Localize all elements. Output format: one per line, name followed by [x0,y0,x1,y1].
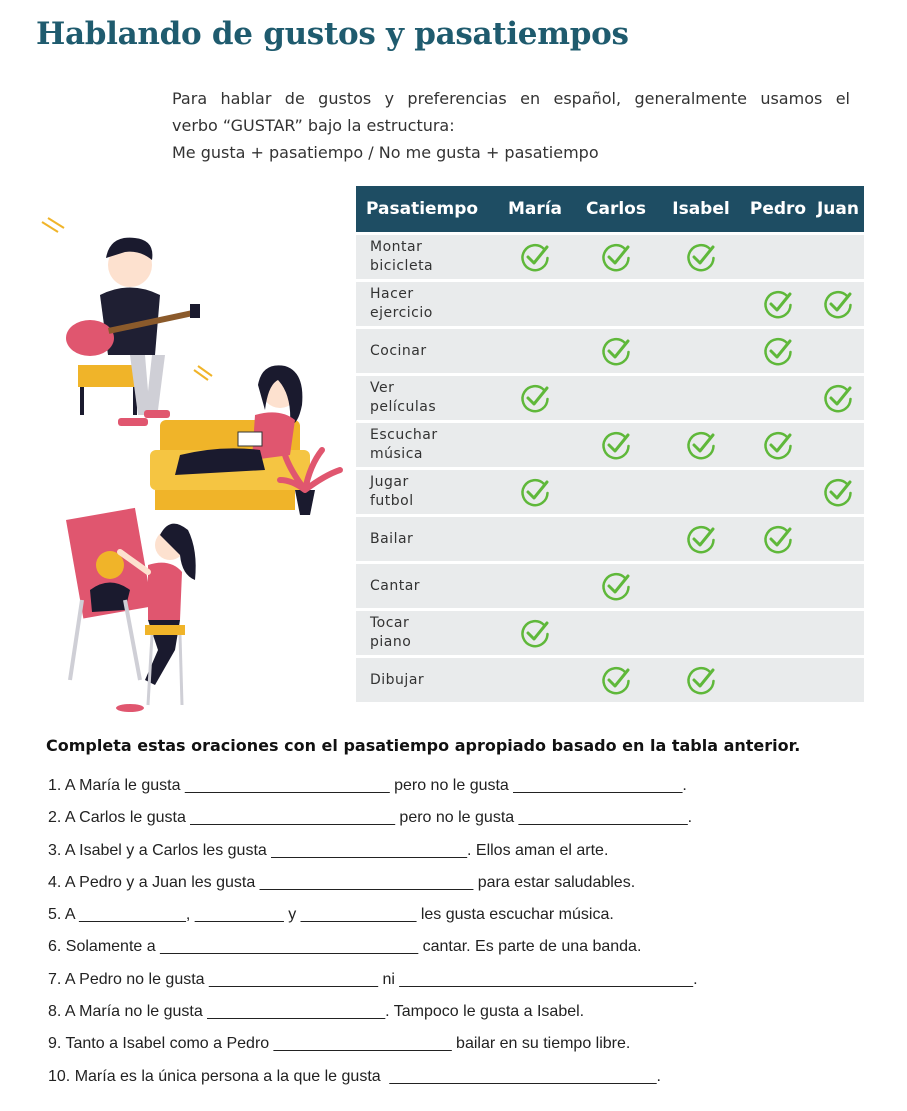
table-row [356,611,864,655]
table-cell [812,423,864,467]
checkmark-icon [600,429,632,461]
table-cell [744,376,812,420]
intro-line-1: Para hablar de gustos y preferencias en español, generalmente usamos el [172,89,850,108]
table-cell [744,564,812,608]
exercise-sentence: 3. A Isabel y a Carlos les gusta ______________________. Ellos aman el arte. [48,841,609,859]
table-cell [496,470,574,514]
checkmark-icon [822,288,854,320]
hobby-label [356,473,496,511]
hobbies-table [356,186,864,702]
checkmark-icon [762,523,794,555]
hobby-label-line-1: Jugar [370,474,409,490]
intro-line-3: Me gusta + pasatiempo / No me gusta + pasatiempo [172,143,599,162]
reading-woman-figure [150,365,340,515]
table-row [356,564,864,608]
table-row [356,282,864,326]
table-cell [496,564,574,608]
intro-paragraph [172,85,850,166]
header-pedro: Pedro [749,199,807,219]
table-cell [496,517,574,561]
checkmark-icon [822,476,854,508]
header-carlos: Carlos [586,199,646,219]
header-juan: Juan [816,199,859,219]
table-cell [574,611,658,655]
hobby-label-line-1: Ver [370,380,395,396]
table-cell [574,329,658,373]
table-cell [658,282,744,326]
header-maria: María [507,199,563,219]
intro-line-2: verbo “GUSTAR” bajo la estructura: [172,116,455,135]
checkmark-icon [762,429,794,461]
hobby-label [356,614,496,652]
table-cell [658,517,744,561]
checkmark-icon [822,382,854,414]
table-cell [658,423,744,467]
checkmark-icon [685,664,717,696]
exercise-sentence: 9. Tanto a Isabel como a Pedro ____________________ bailar en su tiempo libre. [48,1035,631,1053]
table-cell [812,282,864,326]
checkmark-icon [600,664,632,696]
exercise-sentence: 10. María es la única persona a la que le gusta ______________________________. [48,1067,661,1085]
hobby-label-line-2: futbol [370,493,414,509]
table-cell [658,658,744,702]
checkmark-icon [762,335,794,367]
hobby-label-line-1: Tocar [370,615,410,631]
table-cell [658,470,744,514]
table-row [356,658,864,702]
guitar-player-figure [66,238,200,426]
painter-figure [66,508,196,712]
table-cell [496,611,574,655]
table-row [356,376,864,420]
checkmark-icon [762,288,794,320]
table-cell [812,658,864,702]
header-pasatiempo: Pasatiempo [366,199,479,219]
table-row [356,423,864,467]
checkmark-icon [685,523,717,555]
table-cell [812,329,864,373]
table-cell [496,282,574,326]
table-cell [496,329,574,373]
checkmark-icon [519,382,551,414]
table-cell [574,282,658,326]
checkmark-icon [600,570,632,602]
checkmark-icon [685,241,717,273]
table-cell [658,376,744,420]
table-header [356,186,864,232]
table-row [356,470,864,514]
table-cell [574,517,658,561]
table-cell [744,329,812,373]
checkmark-icon [600,335,632,367]
exercise-instructions: Completa estas oraciones con el pasatiempo apropiado basado en la tabla anterior. [46,736,801,755]
table-cell [744,517,812,561]
hobby-label [356,671,496,690]
table-cell [812,235,864,279]
table-cell [658,329,744,373]
exercise-sentence: 2. A Carlos le gusta _______________________ pero no le gusta ___________________. [48,809,693,827]
hobby-label-line-2: películas [370,399,437,415]
exercise-sentence: 4. A Pedro y a Juan les gusta ________________________ para estar saludables. [48,873,636,891]
checkmark-icon [519,476,551,508]
table-cell [658,564,744,608]
table-cell [744,611,812,655]
table-cell [812,564,864,608]
table-cell [574,658,658,702]
table-cell [744,423,812,467]
hobby-label-line-1: Hacer [370,286,414,302]
checkmark-icon [685,429,717,461]
table-cell [574,235,658,279]
hobby-label-line-2: bicicleta [370,258,434,274]
hobby-label [356,342,496,361]
table-cell [744,235,812,279]
table-row [356,329,864,373]
hobby-label-line-2: música [370,446,423,462]
exercise-sentence: 1. A María le gusta _______________________ pero no le gusta ___________________. [48,777,687,794]
table-cell [496,376,574,420]
hobby-label [356,530,496,549]
hobby-label-line-1: Dibujar [370,671,425,688]
hobby-label-line-1: Cocinar [370,342,427,359]
table-row [356,517,864,561]
checkmark-icon [519,617,551,649]
table-cell [812,517,864,561]
hobby-label-line-2: ejercicio [370,305,433,321]
hobbies-illustration [30,180,350,720]
hobby-label-line-1: Montar [370,239,423,255]
exercise-list [48,773,698,1096]
table-cell [496,658,574,702]
table-row [356,235,864,279]
hobby-label [356,285,496,323]
checkmark-icon [600,241,632,273]
table-cell [744,282,812,326]
page-title: Hablando de gustos y pasatiempos [36,16,629,52]
table-cell [812,470,864,514]
hobby-label-line-1: Cantar [370,577,421,594]
exercise-sentence: 6. Solamente a _____________________________ cantar. Es parte de una banda. [48,938,642,956]
exercise-sentence: 7. A Pedro no le gusta ___________________ ni _________________________________. [48,970,698,988]
hobby-label-line-1: Escuchar [370,427,438,443]
hobby-label [356,379,496,417]
table-cell [496,423,574,467]
table-cell [658,235,744,279]
hobby-label [356,577,496,596]
table-cell [812,376,864,420]
hobby-label [356,426,496,464]
exercise-sentence: 5. A ____________, __________ y _____________ les gusta escuchar música. [48,906,614,924]
header-isabel: Isabel [672,199,730,219]
table-cell [658,611,744,655]
table-body [356,235,864,702]
table-cell [574,470,658,514]
table-cell [574,564,658,608]
table-cell [812,611,864,655]
table-cell [574,376,658,420]
table-cell [496,235,574,279]
exercise-sentence: 8. A María no le gusta ____________________. Tampoco le gusta a Isabel. [48,1003,585,1021]
table-cell [744,658,812,702]
hobby-label-line-2: piano [370,634,412,650]
checkmark-icon [519,241,551,273]
table-cell [574,423,658,467]
hobby-label [356,238,496,276]
table-cell [744,470,812,514]
hobby-label-line-1: Bailar [370,530,414,547]
